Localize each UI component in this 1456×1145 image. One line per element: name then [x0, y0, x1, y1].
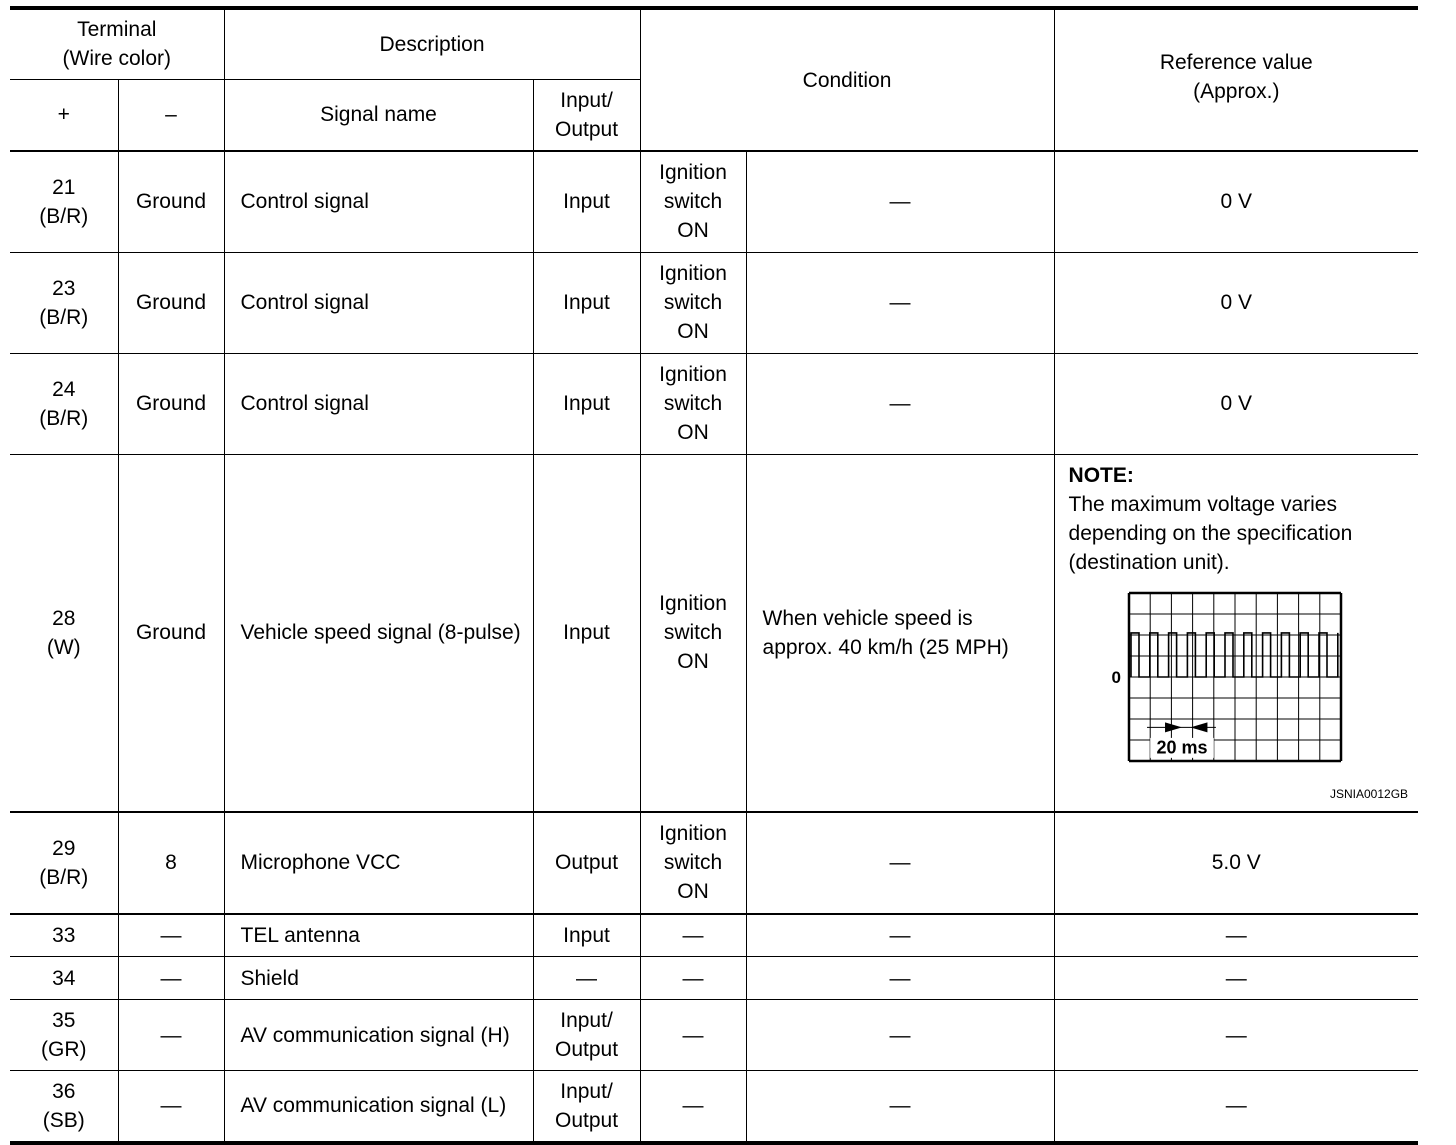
waveform-figure — [1069, 591, 1409, 801]
condition-switch: — — [640, 1071, 746, 1143]
terminal-minus: Ground — [118, 353, 224, 454]
condition-switch: — — [640, 957, 746, 1000]
header-signal-name: Signal name — [224, 79, 533, 151]
condition-detail: — — [746, 151, 1054, 252]
header-minus: – — [118, 79, 224, 151]
terminal-plus: 36 (SB) — [10, 1071, 118, 1143]
arrow-right-icon — [1165, 722, 1182, 732]
table-row — [10, 1071, 1418, 1143]
wave-scale-label: 20 ms — [1156, 737, 1208, 758]
signal-name: TEL antenna — [224, 914, 533, 957]
table-row — [10, 353, 1418, 454]
table-row — [10, 914, 1418, 957]
condition-detail: — — [746, 914, 1054, 957]
condition-detail: — — [746, 1000, 1054, 1071]
terminal-minus: — — [118, 957, 224, 1000]
reference-value: 0 V — [1054, 151, 1418, 252]
condition-detail: When vehicle speed is approx. 40 km/h (25 MPH) — [746, 454, 1054, 812]
terminal-plus: 33 — [10, 914, 118, 957]
reference-value: — — [1054, 914, 1418, 957]
signal-name: Shield — [224, 957, 533, 1000]
table-row — [10, 252, 1418, 353]
condition-switch: Ignition switch ON — [640, 353, 746, 454]
header-condition: Condition — [640, 8, 1054, 151]
condition-switch: Ignition switch ON — [640, 252, 746, 353]
signal-name: Microphone VCC — [224, 812, 533, 914]
signal-name: Vehicle speed signal (8-pulse) — [224, 454, 533, 812]
table-row — [10, 151, 1418, 252]
reference-note: NOTE: The maximum voltage varies depending on the specification (destination unit). 20 ms 0 JSNIA0012GB — [1054, 454, 1418, 812]
table-row — [10, 812, 1418, 914]
condition-detail: — — [746, 353, 1054, 454]
input-output: Output — [533, 812, 640, 914]
input-output: Input/ Output — [533, 1000, 640, 1071]
condition-switch: Ignition switch ON — [640, 812, 746, 914]
header-description: Description — [224, 8, 640, 79]
condition-switch: Ignition switch ON — [640, 151, 746, 252]
terminal-minus: — — [118, 914, 224, 957]
terminal-plus: 24 (B/R) — [10, 353, 118, 454]
reference-value: 5.0 V — [1054, 812, 1418, 914]
condition-detail: — — [746, 812, 1054, 914]
signal-name: AV communication signal (L) — [224, 1071, 533, 1143]
terminal-plus: 23 (B/R) — [10, 252, 118, 353]
wave-zero-label: 0 — [1111, 667, 1121, 687]
header-plus: + — [10, 79, 118, 151]
table-row — [10, 1000, 1418, 1071]
terminal-minus: Ground — [118, 151, 224, 252]
signal-name: Control signal — [224, 151, 533, 252]
terminal-table — [10, 6, 1418, 1145]
signal-name: Control signal — [224, 252, 533, 353]
terminal-minus: Ground — [118, 252, 224, 353]
terminal-minus: Ground — [118, 454, 224, 812]
terminal-minus: 8 — [118, 812, 224, 914]
condition-detail: — — [746, 252, 1054, 353]
input-output: — — [533, 957, 640, 1000]
reference-value: — — [1054, 1071, 1418, 1143]
reference-value: 0 V — [1054, 252, 1418, 353]
input-output: Input — [533, 454, 640, 812]
figure-code: JSNIA0012GB — [1329, 786, 1409, 801]
terminal-plus: 28 (W) — [10, 454, 118, 812]
terminal-plus: 21 (B/R) — [10, 151, 118, 252]
header-terminal: Terminal (Wire color) — [10, 8, 224, 79]
input-output: Input — [533, 353, 640, 454]
condition-detail: — — [746, 1071, 1054, 1143]
header-io: Input/ Output — [533, 79, 640, 151]
table-row — [10, 454, 1418, 812]
signal-name: AV communication signal (H) — [224, 1000, 533, 1071]
reference-value: — — [1054, 1000, 1418, 1071]
input-output: Input — [533, 252, 640, 353]
terminal-minus: — — [118, 1000, 224, 1071]
table-row — [10, 957, 1418, 1000]
reference-value: 0 V — [1054, 353, 1418, 454]
terminal-plus: 29 (B/R) — [10, 812, 118, 914]
condition-switch: — — [640, 1000, 746, 1071]
input-output: Input — [533, 914, 640, 957]
input-output: Input/ Output — [533, 1071, 640, 1143]
input-output: Input — [533, 151, 640, 252]
terminal-plus: 34 — [10, 957, 118, 1000]
reference-value: — — [1054, 957, 1418, 1000]
terminal-plus: 35 (GR) — [10, 1000, 118, 1071]
signal-name: Control signal — [224, 353, 533, 454]
terminal-minus: — — [118, 1071, 224, 1143]
header-reference: Reference value (Approx.) — [1054, 8, 1418, 151]
condition-switch: Ignition switch ON — [640, 454, 746, 812]
condition-detail: — — [746, 957, 1054, 1000]
condition-switch: — — [640, 914, 746, 957]
